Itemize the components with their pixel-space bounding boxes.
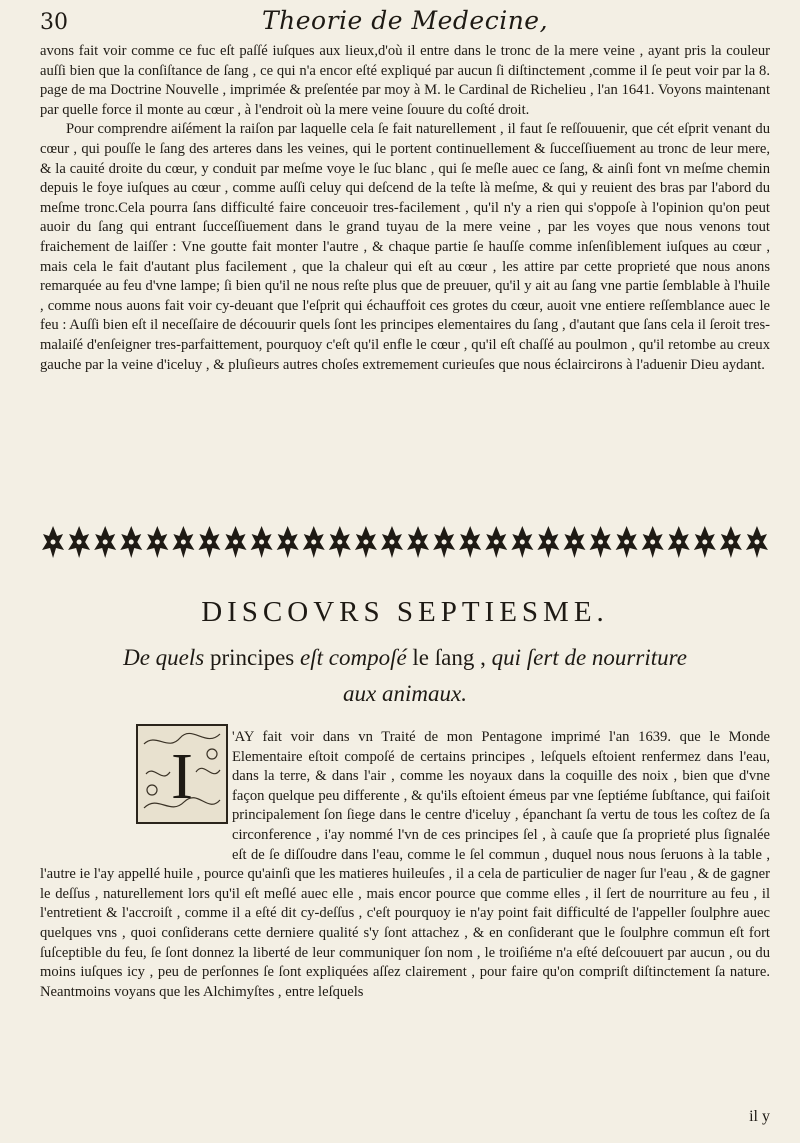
ornament-band — [40, 520, 770, 564]
svg-text:I: I — [171, 740, 193, 813]
subtitle-part: qui ſert de nourriture — [491, 645, 687, 670]
page-number: 30 — [40, 10, 68, 35]
catchword: il y — [749, 1108, 770, 1125]
section-subtitle — [40, 640, 770, 712]
paragraph-reason: Pour comprendre aiſément la raiſon par laquelle cela ſe fait naturellement , il faut ſe reſſouuenir, que cét eſprit venant du cœur , qui pouſſe le ſang des arteres dans les veines, qui le portent continuellement & ſucceſſiuement au tronc de leur mere, & la cauité droite du cœur, y conduit par meſme voye le ſuc blanc , qui ſe meſle auec ce ſang, & ainſi font vn meſme chemin depuis le foye iuſques au cœur , comme auſſi celuy qui deſcend de la teſte là meſme, & qui y reuient des bras par l'abord du meſme tronc.Cela pourra ſans difficulté faire conceuoir tres-facilement , qu'il n'y a rien qui s'oppoſe à l'opinion qu'on peut auoir du ſang qui entrant ſucceſſiuement dans le grand tuyau de la mere veine , par les voyes que nous venons tout fraichement de laiſſer : Vne goutte fait monter l'autre , & chaque partie ſe hauſſe comme inſenſiblement iuſques au cœur , mais cela le fait d'autant plus facilement , que la chaleur qui eſt au cœur , les attire par cette proprieté que nous anons remarquée au feu d'vne lampe; ſi bien qu'il ne nous reſte plus que de preuuer, qu'il y ait au ſang vne partie ſemblable à l'huile , comme nous auons fait voir cy-deuant que l'eſprit qui échauffoit ces grotes du cœur, auoit vne entiere reſſemblance auec le feu : Auſſi bien eſt il neceſſaire de découurir quels ſont les principes elementaires du ſang , d'autant que ſans cela il ſeroit tres-malaiſé d'enſeigner tres-parfaittement, pourquoy c'eſt qu'il enfle le cœur , qu'il eſt chaſſé au poulmon , qu'il retombe au creux gauche par la veine d'iceluy , & pluſieurs autres choſes extremement curieuſes que nous éclaircirons à l'aduenir Dieu aydant. — [40, 121, 770, 373]
subtitle-part: De quels — [123, 645, 205, 670]
subtitle-part: eſt compoſé — [300, 645, 407, 670]
ornament-icon — [40, 520, 770, 564]
section-heading: DISCOVRS SEPTIESME. — [201, 596, 609, 628]
page-header — [40, 4, 770, 38]
paragraph-continued: avons fait voir comme ce fuc eſt paſſé iuſques aux lieux,d'où il entre dans le tronc de la mere veine , ayant pris la couleur auſſi bien que la conſiſtance de ſang , ce qui n'a encor eſté expliqué par aucun ſi diſtinctement ,comme il ſe peut voir par la 8. page de ma Doctrine Nouvelle , imprimée & preſentée par moy à M. le Cardinal de Richelieu , l'an 1641. Voyons maintenant par quelle force il monte au cœur , à l'endroit où la mere veine ſouure du coſté droit. — [40, 43, 770, 118]
subtitle-part: le ſang , — [406, 645, 492, 670]
subtitle-part: principes — [204, 645, 301, 670]
paragraph-principles: 'AY fait voir dans vn Traité de mon Pentagone imprimé l'an 1639. que le Monde Elementaire eſtoit compoſé de certains principes , leſquels eſtoient renfermez dans l'eau, dans la terre, & dans l'air , comme les noyaux dans la coquille des noix , bien que d'vne façon quelque peu differente , & qu'ils eſtoient émeus par vne ſeptiéme ſubſtance, qui faiſoit principalement ſon ſiege dans le centre d'iceluy , épanchant ſa vertu de tous les coſtez de ſa circonference , i'ay nommé l'vn de ces principes ſel , à cauſe que ſa proprieté plus ſignalée eſt de ſe diſſoudre dans l'eau, comme le ſel commun , duquel nous nous ſeruons à la table , l'autre ie l'ay appellé huile , pource qu'ainſi que les matieres huileuſes , il a cela de particulier de nager ſur l'eau , & de gagner le deſſus , naturellement lors qu'il eſt meſlé auec elle , mais encor pource que comme elles , il ſert de nourriture au feu , il l'entretient & l'accroiſt , comme il a eſté dit cy-deſſus , c'eſt pourquoy ie n'ay point fait difficulté de l'appeller ſoulphre auec quelques vns , quoi conſiderans cette derniere qualité s'y ſont attachez , & en conſiderant que le ſoulphre commun eſt fort ſuſceptible du feu, ſe ſont donnez la liberté de leur communiquer ſon nom , le troiſiéme n'a eſté deſcouuert par aucun , ou du moins iuſques icy , peu de perſonnes ſe ſont expliquées aſſez clairement , pour faire qu'on compriſt diſtinctement ſa nature. Neantmoins voyans que les Alchimyſtes , entre leſquels — [40, 729, 770, 1000]
continued-text — [40, 42, 770, 375]
running-title: Theorie de Medecine, — [261, 6, 549, 35]
discourse-body — [40, 728, 770, 1002]
subtitle-line2: aux animaux. — [343, 681, 467, 706]
